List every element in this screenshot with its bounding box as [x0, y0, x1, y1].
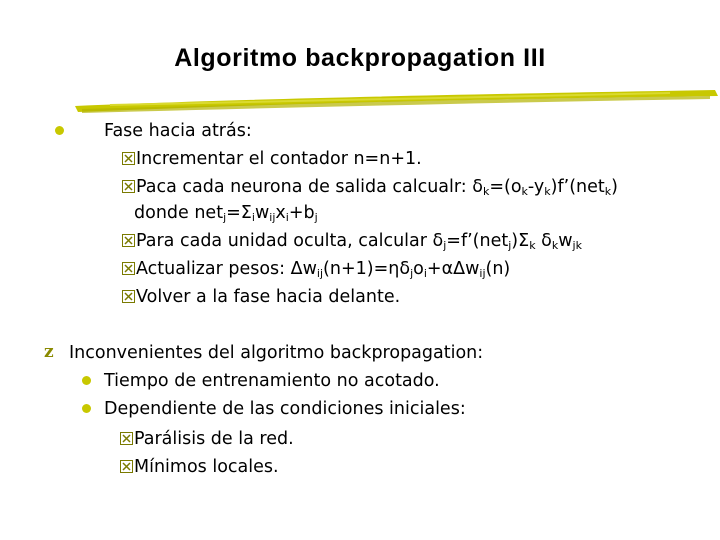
- list-item: Mínimos locales.: [120, 454, 279, 480]
- list-item: Para cada unidad oculta, calcular $\delta_j=f’(net_j)\Sigma_k$ $\delta_kw_{jk}$: [122, 228, 582, 254]
- bullet-dot-icon: [82, 376, 91, 385]
- bullet-dot-icon: [82, 404, 91, 413]
- list-item: Tiempo de entrenamiento no acotado.: [104, 371, 440, 391]
- z-bullet-icon: z: [44, 342, 54, 362]
- checkbox-x-icon: [122, 152, 135, 165]
- checkbox-x-icon: [122, 234, 135, 247]
- list-item: Parálisis de la red.: [120, 426, 294, 452]
- bullet-dot-icon: [55, 126, 64, 135]
- checkbox-x-icon: [122, 290, 135, 303]
- checkbox-x-icon: [122, 180, 135, 193]
- checkbox-x-icon: [120, 432, 133, 445]
- list-item: Volver a la fase hacia delante.: [122, 284, 400, 310]
- list-item: Actualizar pesos: $\Delta w_{ij}(n+1)=\eta\delta_jo_i+\alpha\Delta w_{ij}(n)$: [122, 256, 510, 282]
- list-item: Paca cada neurona de salida calcualr: $\delta_k=(o_k-y_k)f’(net_k)$: [122, 174, 618, 200]
- list-item: Incrementar el contador n=n+1.: [122, 146, 422, 172]
- checkbox-x-icon: [122, 262, 135, 275]
- checkbox-x-icon: [120, 460, 133, 473]
- list-item-continuation: donde $net_j=\Sigma_iw_{ij}x_i+b_j$: [134, 203, 318, 224]
- slide-title: Algoritmo backpropagation III: [174, 44, 546, 72]
- list-item: Dependiente de las condiciones iniciales:: [104, 399, 466, 419]
- section1-heading: Fase hacia atrás:: [104, 121, 252, 141]
- section2-heading: Inconvenientes del algoritmo backpropagation:: [69, 343, 484, 363]
